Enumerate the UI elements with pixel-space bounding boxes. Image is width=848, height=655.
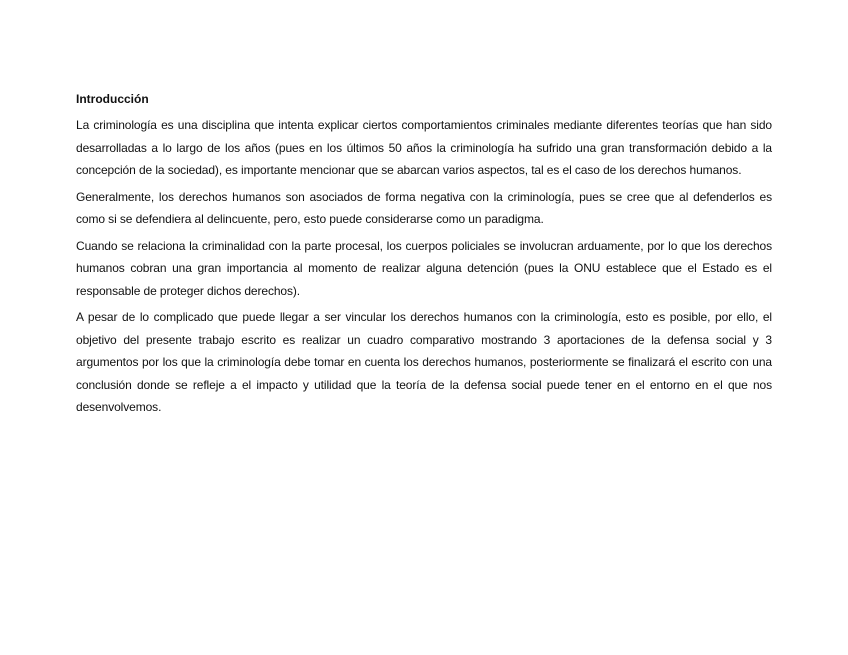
paragraph-1: La criminología es una disciplina que intenta explicar ciertos comportamientos criminales mediante diferentes teorías que han sido desarrolladas a lo largo de los años (pues en los últimos 50 años la criminología ha sufrido una gran transformación debido a la concepción de la sociedad), es importante mencionar que se abarcan varios aspectos, tal es el caso de los derechos humanos. (76, 118, 772, 177)
paragraph-2: Generalmente, los derechos humanos son asociados de forma negativa con la criminología, pues se cree que al defenderlos es como si se defendiera al delincuente, pero, esto puede considerarse como un paradigma. (76, 189, 772, 226)
document-body (76, 91, 772, 423)
paragraph-4: A pesar de lo complicado que puede llegar a ser vincular los derechos humanos con la criminología, esto es posible, por ello, el objetivo del presente trabajo escrito es realizar un cuadro comparativo mostrando 3 aportaciones de la defensa social y 3 argumentos por los que la criminología debe tomar en cuenta los derechos humanos, posteriormente se finalizará el escrito con una conclusión donde se refleje a el impacto y utilidad que la teoría de la defensa social puede tener en el entorno en el que nos desenvolvemos. (76, 310, 772, 414)
section-heading: Introducción (76, 92, 149, 106)
paragraph-3: Cuando se relaciona la criminalidad con la parte procesal, los cuerpos policiales se involucran arduamente, por lo que los derechos humanos cobran una gran importancia al momento de realizar alguna detención (pues la ONU establece que el Estado es el responsable de proteger dichos derechos). (76, 238, 772, 298)
